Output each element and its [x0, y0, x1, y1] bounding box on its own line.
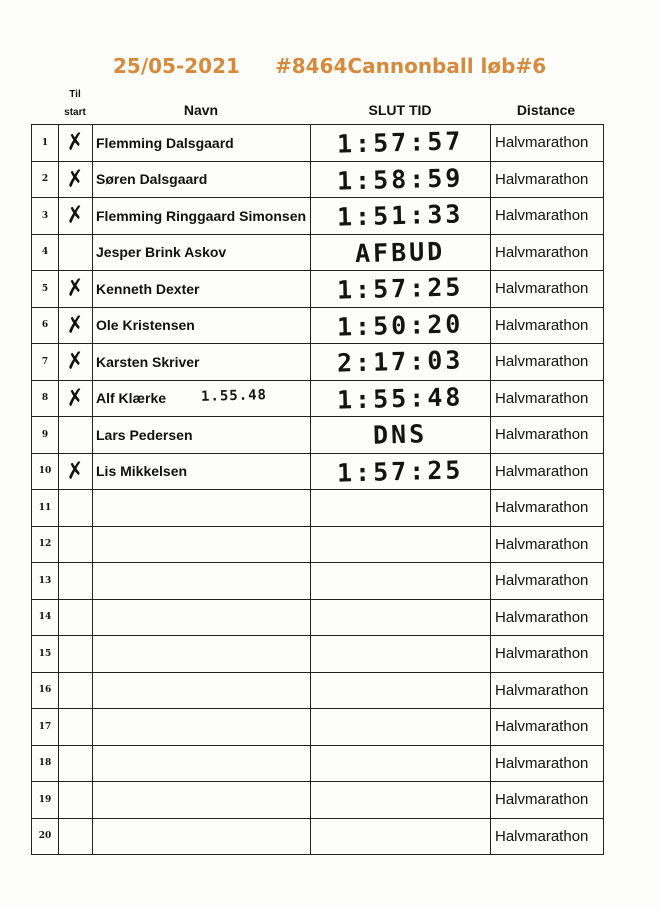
- start-mark: ✗: [64, 384, 87, 412]
- column-header-til-start: [58, 86, 92, 122]
- row-number: 7: [32, 344, 59, 381]
- distance-cell: Halvmarathon: [491, 125, 604, 162]
- row-number: 4: [32, 234, 59, 271]
- distance-cell: Halvmarathon: [491, 307, 604, 344]
- start-mark: ✗: [64, 311, 87, 339]
- finish-time-cell: [311, 198, 491, 235]
- start-mark-cell: [59, 599, 93, 636]
- table-row: [32, 672, 604, 709]
- runner-name-cell: [93, 782, 311, 819]
- runner-name: Karsten Skriver: [96, 353, 200, 370]
- distance-cell: Halvmarathon: [491, 453, 604, 490]
- row-number: 8: [32, 380, 59, 417]
- runner-name-cell: [93, 161, 311, 198]
- finish-time: 1:51:33: [336, 199, 465, 232]
- distance-cell: Halvmarathon: [491, 782, 604, 819]
- finish-time: 1:57:25: [336, 455, 465, 488]
- start-mark: ✗: [64, 457, 87, 485]
- runner-name-cell: [93, 709, 311, 746]
- start-mark-cell: [59, 380, 93, 417]
- runner-name: Lars Pedersen: [96, 426, 193, 443]
- row-number: 1: [32, 125, 59, 162]
- table-row: [32, 271, 604, 308]
- finish-time-cell: [311, 745, 491, 782]
- finish-time-cell: [311, 563, 491, 600]
- finish-time-cell: [311, 599, 491, 636]
- finish-time-cell: [311, 672, 491, 709]
- runner-name-cell: [93, 344, 311, 381]
- finish-time-cell: [311, 782, 491, 819]
- column-header-navn: Navn: [183, 102, 219, 118]
- runner-name-cell: [93, 198, 311, 235]
- runner-name: Alf Klærke: [96, 390, 167, 407]
- table-row: [32, 526, 604, 563]
- distance-cell: Halvmarathon: [491, 709, 604, 746]
- distance-cell: Halvmarathon: [491, 745, 604, 782]
- finish-time-cell: [311, 526, 491, 563]
- runner-name: Flemming Ringgaard Simonsen: [96, 207, 307, 224]
- distance-cell: Halvmarathon: [491, 672, 604, 709]
- table-row: [32, 125, 604, 162]
- row-number: 16: [32, 672, 59, 709]
- runner-name-cell: [93, 672, 311, 709]
- row-number: 14: [32, 599, 59, 636]
- row-number: 19: [32, 782, 59, 819]
- runner-name-cell: [93, 636, 311, 673]
- row-number: 15: [32, 636, 59, 673]
- runner-name: Flemming Dalsgaard: [96, 134, 234, 151]
- start-mark: ✗: [64, 275, 87, 303]
- row-number: 12: [32, 526, 59, 563]
- runner-name-cell: [93, 453, 311, 490]
- table-row: [32, 818, 604, 855]
- row-number: 13: [32, 563, 59, 600]
- runner-name: Søren Dalsgaard: [96, 171, 208, 188]
- distance-cell: Halvmarathon: [491, 818, 604, 855]
- distance-cell: Halvmarathon: [491, 161, 604, 198]
- finish-time-cell: [311, 453, 491, 490]
- column-header-slut-tid: SLUT TID: [368, 102, 432, 118]
- finish-time-cell: [311, 417, 491, 454]
- handwritten-note: 1.55.48: [200, 386, 268, 405]
- start-mark-cell: [59, 636, 93, 673]
- table-row: [32, 198, 604, 235]
- runner-name-cell: [93, 818, 311, 855]
- runner-name-cell: [93, 599, 311, 636]
- finish-time: 1:58:59: [336, 163, 465, 196]
- table-row: [32, 344, 604, 381]
- runner-name-cell: [93, 526, 311, 563]
- distance-cell: Halvmarathon: [491, 563, 604, 600]
- finish-time-cell: [311, 307, 491, 344]
- finish-time: DNS: [373, 419, 428, 450]
- finish-time: 1:55:48: [336, 382, 465, 415]
- finish-time: 1:57:57: [336, 126, 465, 159]
- finish-time-cell: [311, 125, 491, 162]
- start-mark-cell: [59, 453, 93, 490]
- start-mark: ✗: [64, 348, 87, 376]
- distance-cell: Halvmarathon: [491, 526, 604, 563]
- start-mark-cell: [59, 307, 93, 344]
- table-row: [32, 563, 604, 600]
- start-mark-cell: [59, 417, 93, 454]
- row-number: 17: [32, 709, 59, 746]
- distance-cell: Halvmarathon: [491, 636, 604, 673]
- table-row: [32, 599, 604, 636]
- start-mark-cell: [59, 818, 93, 855]
- row-number: 9: [32, 417, 59, 454]
- finish-time-cell: [311, 490, 491, 527]
- runner-name-cell: [93, 563, 311, 600]
- runner-name: Ole Kristensen: [96, 317, 195, 334]
- column-header-distance: Distance: [516, 102, 576, 118]
- finish-time-cell: [311, 344, 491, 381]
- finish-time: 1:57:25: [336, 272, 465, 305]
- distance-cell: Halvmarathon: [491, 490, 604, 527]
- start-mark: ✗: [64, 129, 87, 157]
- runner-name-cell: [93, 307, 311, 344]
- table-row: [32, 636, 604, 673]
- runner-name-cell: [93, 271, 311, 308]
- start-mark-cell: [59, 234, 93, 271]
- finish-time: 2:17:03: [336, 345, 465, 378]
- start-mark: ✗: [64, 202, 87, 230]
- table-row: [32, 380, 604, 417]
- table-row: [32, 490, 604, 527]
- row-number: 3: [32, 198, 59, 235]
- start-mark-cell: [59, 198, 93, 235]
- start-mark-cell: [59, 526, 93, 563]
- table-row: [32, 234, 604, 271]
- table-row: [32, 161, 604, 198]
- start-mark-cell: [59, 563, 93, 600]
- distance-cell: Halvmarathon: [491, 599, 604, 636]
- runner-name: Jesper Brink Askov: [96, 244, 227, 261]
- distance-cell: Halvmarathon: [491, 234, 604, 271]
- sheet-date: 25/05-2021: [113, 54, 240, 78]
- runner-name-cell: [93, 745, 311, 782]
- runner-name-cell: [93, 234, 311, 271]
- finish-time-cell: [311, 271, 491, 308]
- distance-cell: Halvmarathon: [491, 198, 604, 235]
- finish-time-cell: [311, 818, 491, 855]
- results-table: [31, 124, 604, 855]
- runner-name-cell: [93, 490, 311, 527]
- finish-time-cell: [311, 636, 491, 673]
- table-row: [32, 307, 604, 344]
- finish-time: 1:50:20: [336, 309, 465, 342]
- finish-time-cell: [311, 234, 491, 271]
- start-mark: ✗: [64, 165, 87, 193]
- distance-cell: Halvmarathon: [491, 380, 604, 417]
- row-number: 18: [32, 745, 59, 782]
- start-mark-cell: [59, 125, 93, 162]
- runner-name: Lis Mikkelsen: [96, 463, 188, 480]
- row-number: 10: [32, 453, 59, 490]
- start-mark-cell: [59, 745, 93, 782]
- start-mark-cell: [59, 161, 93, 198]
- event-title: #8464Cannonball løb#6: [275, 54, 547, 78]
- runner-name-cell: [93, 380, 311, 417]
- row-number: 6: [32, 307, 59, 344]
- finish-time-cell: [311, 161, 491, 198]
- start-mark-cell: [59, 344, 93, 381]
- runner-name-cell: [93, 125, 311, 162]
- start-mark-cell: [59, 782, 93, 819]
- table-row: [32, 782, 604, 819]
- column-header-til: Til: [69, 89, 81, 100]
- table-row: [32, 709, 604, 746]
- finish-time: AFBUD: [354, 236, 446, 268]
- row-number: 20: [32, 818, 59, 855]
- table-row: [32, 417, 604, 454]
- row-number: 11: [32, 490, 59, 527]
- distance-cell: Halvmarathon: [491, 344, 604, 381]
- start-mark-cell: [59, 490, 93, 527]
- row-number: 5: [32, 271, 59, 308]
- table-row: [32, 745, 604, 782]
- start-mark-cell: [59, 672, 93, 709]
- table-row: [32, 453, 604, 490]
- runner-name: Kenneth Dexter: [96, 280, 200, 297]
- runner-name-cell: [93, 417, 311, 454]
- column-header-start: start: [64, 107, 86, 118]
- distance-cell: Halvmarathon: [491, 417, 604, 454]
- start-mark-cell: [59, 271, 93, 308]
- row-number: 2: [32, 161, 59, 198]
- start-mark-cell: [59, 709, 93, 746]
- finish-time-cell: [311, 709, 491, 746]
- finish-time-cell: [311, 380, 491, 417]
- distance-cell: Halvmarathon: [491, 271, 604, 308]
